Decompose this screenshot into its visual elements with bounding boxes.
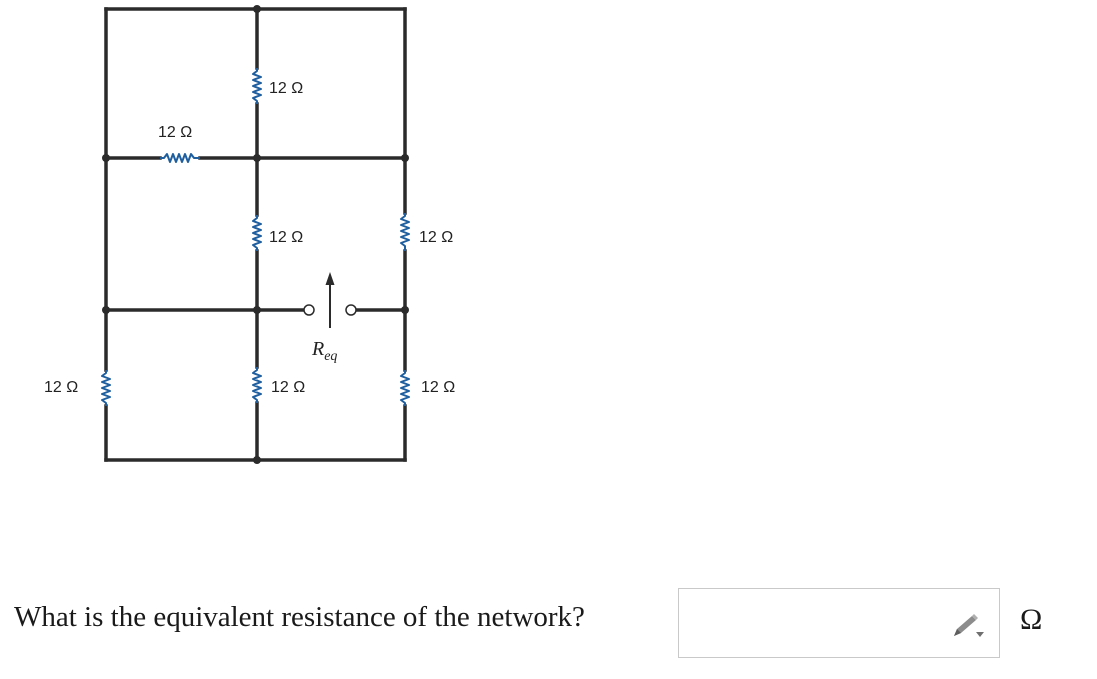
label-r-middle-center: 12 Ω bbox=[269, 229, 304, 246]
req-label bbox=[311, 338, 337, 364]
unit-label: Ω bbox=[1020, 603, 1043, 636]
resistor-top-middle bbox=[253, 68, 261, 104]
node-right-h2 bbox=[401, 306, 409, 314]
label-r-upper-left-horizontal: 12 Ω bbox=[158, 124, 193, 141]
node-bottom-center bbox=[253, 456, 261, 464]
node-left-h1 bbox=[102, 154, 110, 162]
node-top-center bbox=[253, 5, 261, 13]
node-center-h1 bbox=[253, 154, 261, 162]
req-label-main: R bbox=[312, 338, 325, 360]
label-r-top-middle: 12 Ω bbox=[269, 80, 304, 97]
resistor-bottom-center bbox=[253, 367, 261, 403]
answer-input[interactable] bbox=[679, 589, 939, 657]
resistor-bottom-right bbox=[401, 370, 409, 406]
terminal-right bbox=[346, 305, 356, 315]
pencil-icon[interactable] bbox=[948, 612, 988, 642]
terminal-left bbox=[304, 305, 314, 315]
circuit-diagram bbox=[0, 0, 500, 480]
req-label-subscript: eq bbox=[324, 349, 338, 364]
resistor-middle-center bbox=[253, 215, 261, 251]
node-left-h2 bbox=[102, 306, 110, 314]
req-arrow-icon bbox=[326, 272, 335, 285]
dropdown-caret-icon bbox=[976, 632, 984, 637]
question-text: What is the equivalent resistance of the network? bbox=[14, 601, 585, 633]
label-r-middle-right: 12 Ω bbox=[419, 229, 454, 246]
pencil-icon-body bbox=[954, 614, 978, 636]
node-center-h2 bbox=[253, 306, 261, 314]
label-r-bottom-center: 12 Ω bbox=[271, 379, 306, 396]
label-r-bottom-right: 12 Ω bbox=[421, 379, 456, 396]
node-right-h1 bbox=[401, 154, 409, 162]
label-r-bottom-left: 12 Ω bbox=[44, 379, 79, 396]
resistor-middle-right bbox=[401, 213, 409, 251]
resistor-upper-left-horizontal bbox=[160, 154, 200, 162]
resistor-bottom-left bbox=[102, 370, 110, 406]
